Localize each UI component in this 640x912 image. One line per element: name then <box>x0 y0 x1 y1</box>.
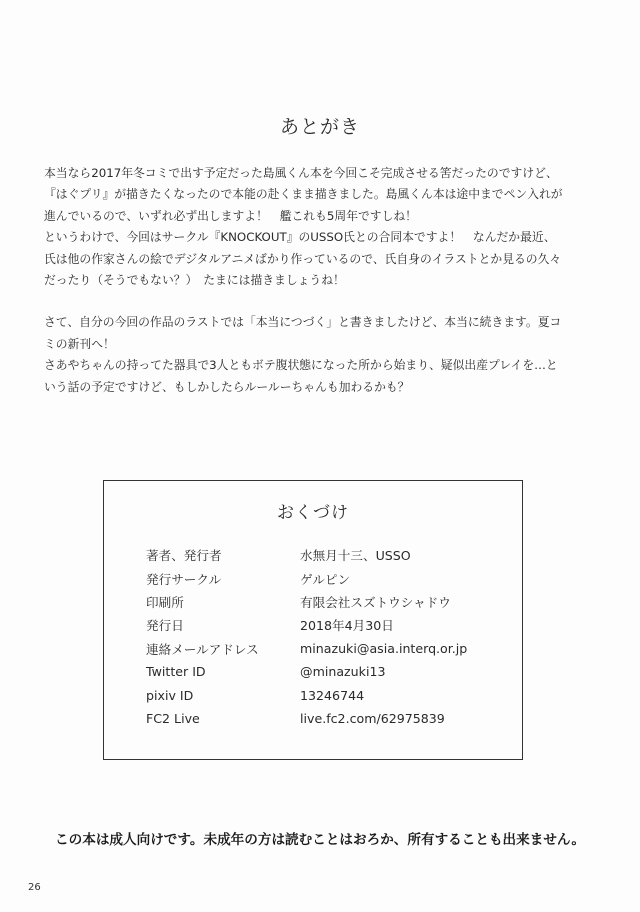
colophon-label: 印刷所 <box>146 594 184 610</box>
paragraph-gap <box>44 291 600 312</box>
colophon-value: @minazuki13 <box>300 664 386 680</box>
colophon-row <box>146 543 506 566</box>
adult-content-notice: この本は成人向けです。未成年の方は読むことはおろか、所有することも出来ません。 <box>55 832 585 848</box>
afterword-line: いう話の予定ですけど、もしかしたらルールーちゃんも加わるかも？ <box>44 379 410 394</box>
colophon-value: minazuki@asia.interq.or.jp <box>300 640 468 656</box>
colophon-title: おくづけ <box>277 503 349 523</box>
afterword-line: 『はぐプリ』が描きたくなったので本能の赴くまま描きました。島風くん本は途中までペン入れが <box>44 187 563 202</box>
colophon-label: FC2 Live <box>146 710 200 726</box>
afterword-line: というわけで、今回はサークル『KNOCKOUT』のUSSO氏との合同本ですよ！ なんだか最近、 <box>44 230 556 245</box>
colophon-row <box>146 566 506 589</box>
afterword-title: あとがき <box>279 116 360 138</box>
page-number: 26 <box>28 882 41 893</box>
afterword-line: ミの新刊へ！ <box>44 336 115 351</box>
colophon-label: pixiv ID <box>146 687 194 703</box>
colophon-row <box>146 660 506 683</box>
colophon-label: 著者、発行者 <box>146 548 222 564</box>
afterword-line: だったり（そうでもない？） たまには描きましょうね！ <box>44 273 345 288</box>
colophon-table <box>146 543 506 730</box>
colophon-row <box>146 590 506 613</box>
colophon-value: live.fc2.com/62975839 <box>300 710 445 726</box>
colophon-box <box>103 480 523 760</box>
colophon-row <box>146 613 506 636</box>
colophon-value: 水無月十三、USSO <box>300 548 411 564</box>
colophon-row <box>146 637 506 660</box>
colophon-label: 発行日 <box>146 618 184 634</box>
colophon-value: 13246744 <box>300 687 365 703</box>
colophon-value: 有限会社スズトウシャドウ <box>300 594 451 610</box>
afterword-body <box>44 163 600 398</box>
colophon-value: 2018年4月30日 <box>300 618 394 634</box>
afterword-line: さあやちゃんの持ってた器具で3人ともボテ腹状態になった所から始まり、疑似出産プレイを…と <box>44 358 558 373</box>
colophon-label: 連絡メールアドレス <box>146 641 259 657</box>
afterword-line: 本当なら2017年冬コミで出す予定だった島風くん本を今回こそ完成させる筈だったのですけど、 <box>44 166 558 180</box>
afterword-line: 進んでいるので、いずれ必ず出しますよ！ 艦これも5周年ですしね！ <box>44 208 417 223</box>
colophon-row <box>146 707 506 730</box>
afterword-line: 氏は他の作家さんの絵でデジタルアニメばかり作っているので、氏自身のイラストとか見るの久々 <box>44 251 562 266</box>
colophon-row <box>146 683 506 706</box>
colophon-label: Twitter ID <box>146 664 206 680</box>
colophon-label: 発行サークル <box>146 571 222 587</box>
afterword-line: さて、自分の今回の作品のラストでは「本当につづく」と書きましたけど、本当に続きます。夏コ <box>44 315 562 330</box>
colophon-value: ゲルピン <box>300 571 351 587</box>
